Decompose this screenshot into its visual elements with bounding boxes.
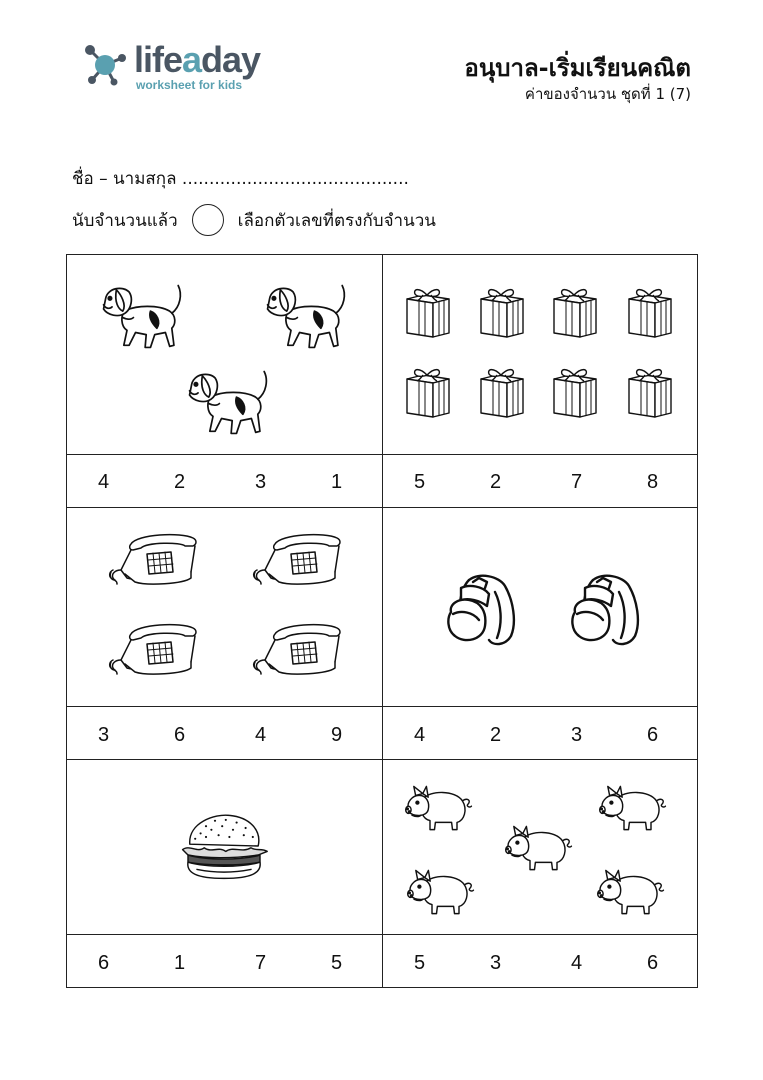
gift-box-icon [623, 365, 677, 419]
answer-choice[interactable]: 1 [331, 471, 343, 493]
brand-wordmark: lifeaday [134, 39, 261, 80]
telephone-icon [251, 530, 347, 590]
answer-choice[interactable]: 3 [490, 952, 502, 974]
gift-box-icon [475, 365, 529, 419]
name-field-line[interactable]: ชื่อ – นามสกุล .......................................... [72, 169, 409, 189]
picture-panel-pigs [383, 760, 698, 934]
answer-choice[interactable]: 2 [174, 471, 186, 493]
answer-choice[interactable]: 2 [490, 471, 502, 493]
answer-choices-row [383, 724, 698, 754]
telephone-icon [107, 530, 203, 590]
picture-panel-burger [67, 760, 382, 934]
picture-panel-backpacks [383, 508, 698, 706]
grid-divider [67, 934, 697, 935]
gift-box-icon [475, 285, 529, 339]
lifeaday-logo [80, 36, 270, 96]
worksheet-subtitle: ค่าของจำนวน ชุดที่ 1 (7) [524, 85, 691, 103]
answer-choice[interactable]: 9 [331, 724, 343, 746]
pig-icon [597, 780, 669, 836]
brand-tagline: worksheet for kids [136, 78, 243, 92]
pig-icon [405, 864, 477, 920]
gift-box-icon [401, 365, 455, 419]
telephone-icon [107, 620, 203, 680]
grid-divider [67, 454, 697, 455]
answer-choices-row [383, 471, 698, 501]
answer-choice[interactable]: 6 [647, 952, 659, 974]
backpack-icon [563, 568, 647, 652]
gift-box-icon [548, 285, 602, 339]
answer-choice[interactable]: 1 [174, 952, 186, 974]
telephone-icon [251, 620, 347, 680]
answer-choice[interactable]: 3 [98, 724, 110, 746]
instruction [72, 204, 436, 236]
pig-icon [595, 864, 667, 920]
answer-choice[interactable]: 7 [255, 952, 267, 974]
answer-choice[interactable]: 4 [571, 952, 583, 974]
worksheet-title: อนุบาล-เริ่มเรียนคณิต [464, 54, 691, 82]
instruction-text-after: เลือกตัวเลขที่ตรงกับจำนวน [237, 210, 436, 231]
molecule-logo-icon [80, 40, 130, 90]
dog-icon [259, 279, 355, 354]
answer-choice[interactable]: 2 [490, 724, 502, 746]
answer-choice[interactable]: 6 [174, 724, 186, 746]
grid-divider [67, 706, 697, 707]
picture-panel-gifts [383, 255, 698, 454]
answer-choice[interactable]: 4 [255, 724, 267, 746]
pig-icon [503, 820, 575, 876]
answer-choice[interactable]: 3 [255, 471, 267, 493]
picture-panel-dogs [67, 255, 382, 454]
picture-panel-telephones [67, 508, 382, 706]
answer-choice[interactable]: 8 [647, 471, 659, 493]
answer-choice[interactable]: 7 [571, 471, 583, 493]
backpack-icon [439, 568, 523, 652]
answer-choices-row [383, 952, 698, 982]
instruction-text-before: นับจำนวนแล้ว [72, 210, 178, 231]
answer-choice[interactable]: 5 [414, 471, 426, 493]
pig-icon [403, 780, 475, 836]
gift-box-icon [623, 285, 677, 339]
answer-choice[interactable]: 5 [414, 952, 426, 974]
answer-choice[interactable]: 4 [98, 471, 110, 493]
gift-box-icon [401, 285, 455, 339]
answer-choices-row [67, 952, 382, 982]
answer-choice[interactable]: 6 [98, 952, 110, 974]
dog-icon [181, 365, 277, 440]
dog-icon [95, 279, 191, 354]
answer-choices-row [67, 471, 382, 501]
answer-choice[interactable]: 4 [414, 724, 426, 746]
answer-choice[interactable]: 5 [331, 952, 343, 974]
answer-circle-icon [192, 204, 224, 236]
gift-box-icon [548, 365, 602, 419]
exercise-grid [66, 254, 698, 988]
answer-choice[interactable]: 3 [571, 724, 583, 746]
answer-choices-row [67, 724, 382, 754]
burger-icon [179, 810, 269, 882]
answer-choice[interactable]: 6 [647, 724, 659, 746]
